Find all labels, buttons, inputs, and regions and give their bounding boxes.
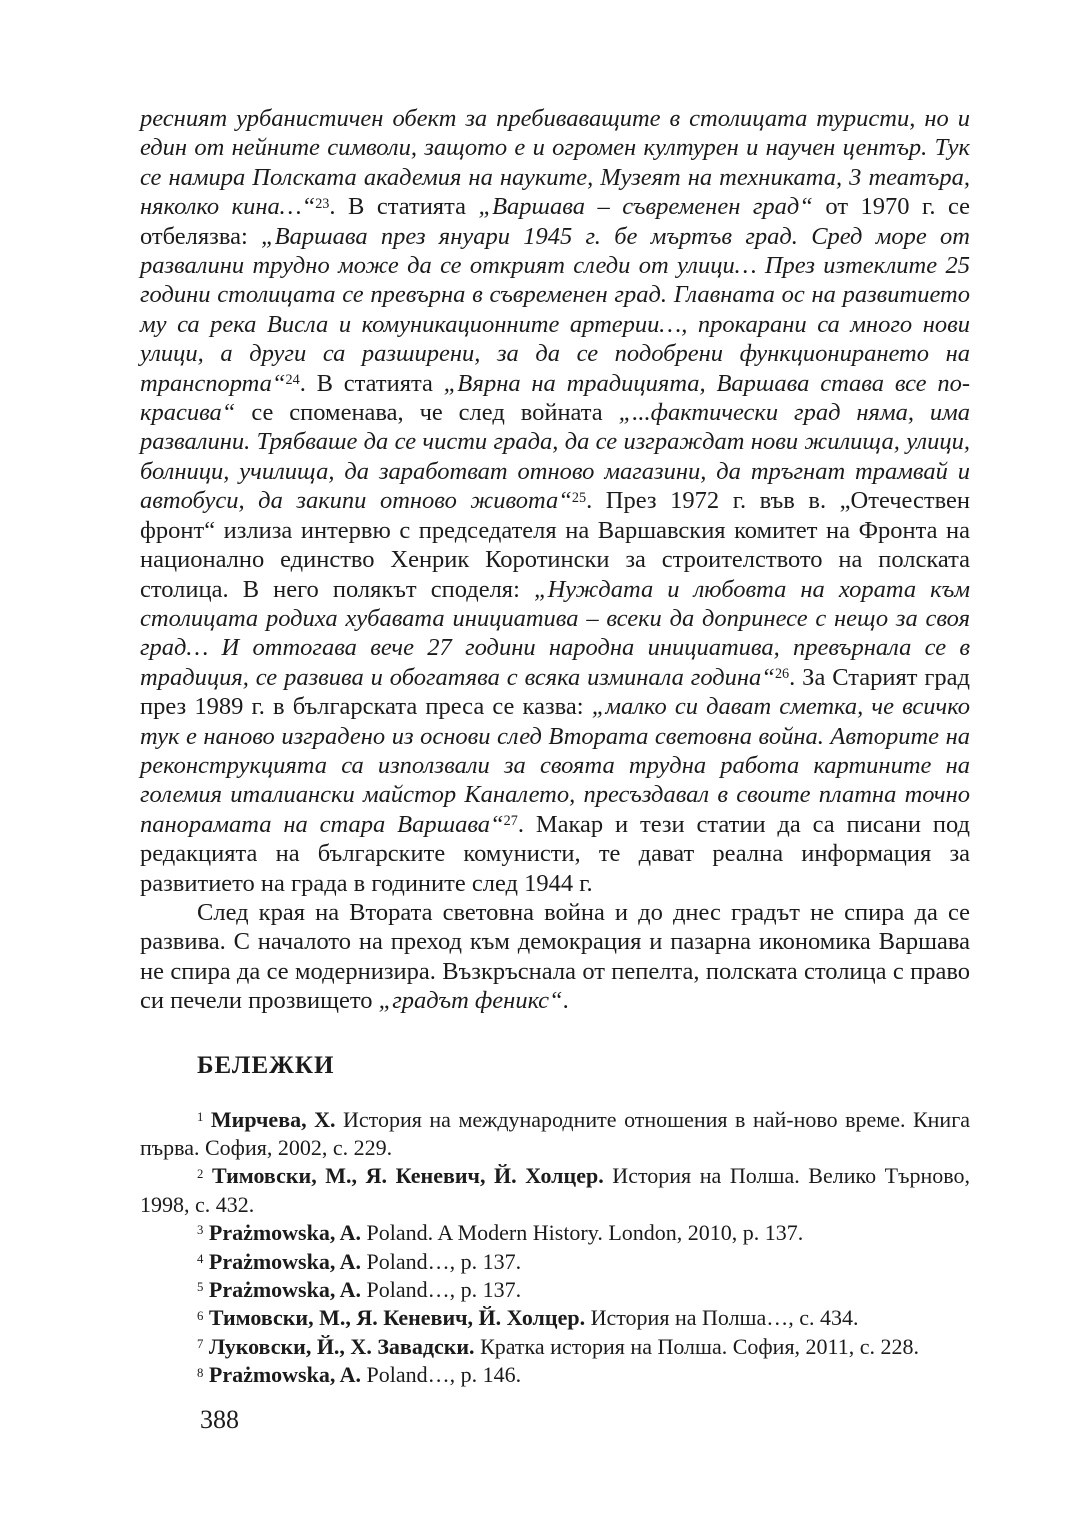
superscript-note-ref: 4 <box>197 1251 204 1266</box>
text-run: История на Полша…, с. 434. <box>585 1305 859 1331</box>
text-run: . През 1972 г. във в. „Отечествен фронт“ излиза интервю с председателя на Варшавския комитет на Фронта на национално единство Хенрик Коротински за строителството на полската столица. В него полякът споделя: <box>140 487 971 603</box>
superscript-note-ref: 8 <box>197 1365 204 1380</box>
paragraph-main <box>140 104 970 898</box>
text-run: ресният урбанистичен обект за пребиваващите в столицата туристи, но и един от нейните символи, защото е и огромен културен и научен център. Тук се намира Полската академия на науките, Музеят на техниката, 3 театъра, няколко кина…“ <box>140 105 970 221</box>
text-run: се споменава, че след войната <box>235 399 619 427</box>
text-run: Prażmowska, A. <box>203 1220 362 1246</box>
text-run: Poland…, p. 137. <box>361 1248 522 1274</box>
text-run: „Варшава – съвременен град“ <box>478 193 813 221</box>
text-run: „Варшава през януари 1945 г. бе мъртъв град. Сред море от развалини трудно може да се открият следи от улици… През изтеклите 25 години столицата се превърна в съвременен град. Главната ос на развитието му са река Висла и комуникационните артерии…, прокарани са много нови улици, а други са разширени, за да се подобрени функционирането на транспорта“ <box>140 222 970 397</box>
text-block <box>140 104 970 1390</box>
text-run: „Нуждата и любовта на хората към столицата родиха хубавата инициатива – всеки да допринесе с нещо за своя град… И оттогава вече 27 години народна инициатива, превърнала се в традиция, се развива и обогатява с всяка изминала година“ <box>140 575 970 691</box>
text-run: Тимовски, М., Я. Кеневич, Й. Холцер. <box>203 1305 586 1331</box>
text-run: . В статията <box>329 193 479 221</box>
text-run: . <box>562 987 569 1015</box>
text-run: Poland…, p. 146. <box>361 1362 522 1388</box>
superscript-note-ref: 6 <box>197 1308 204 1323</box>
superscript-note-ref: 2 <box>197 1166 204 1181</box>
text-run: . За Старият град през 1989 г. в българската преса се казва: <box>140 663 970 721</box>
note-item-4 <box>140 1248 970 1276</box>
text-run: „градът феникс“ <box>378 987 563 1015</box>
superscript-note-ref: 5 <box>197 1280 204 1295</box>
text-run: Poland. A Modern History. London, 2010, p. 137. <box>361 1220 804 1246</box>
superscript-note-ref: 24 <box>285 372 300 389</box>
note-item-5 <box>140 1276 970 1304</box>
superscript-note-ref: 3 <box>197 1223 204 1238</box>
text-run: „...фактически град няма, има развалини. Трябваше да се чисти града, да се изграждат нови жилища, улици, болници, училища, да заработват отново магазини, да тръгнат трамвай и автобуси, да закипи отново живота“ <box>140 399 970 515</box>
superscript-note-ref: 23 <box>315 195 330 212</box>
superscript-note-ref: 26 <box>774 666 790 683</box>
text-run: История на международните отношения в най-ново време. Книга първа. София, 2002, с. 229. <box>140 1106 970 1160</box>
note-item-6 <box>140 1304 970 1332</box>
note-item-8 <box>140 1361 970 1389</box>
text-run: Prażmowska, A. <box>203 1362 362 1388</box>
text-run: Prażmowska, A. <box>203 1248 362 1274</box>
text-run: Poland…, p. 137. <box>361 1277 522 1303</box>
superscript-note-ref: 7 <box>197 1337 204 1352</box>
text-run: История на Полша. Велико Търново, 1998, с. 432. <box>140 1163 970 1217</box>
notes-heading: БЕЛЕЖКИ <box>197 1051 335 1079</box>
notes-list <box>140 1106 970 1390</box>
text-run: Кратка история на Полша. София, 2011, с. 228. <box>474 1333 920 1359</box>
note-item-3 <box>140 1219 970 1247</box>
text-run: След края на Втората световна война и до днес градът не спира да се развива. С началото на преход към демокрация и пазарна икономика Варшава не спира да се модернизира. Възкръснала от пепелта, полската столица с право си печели прозвището <box>140 898 970 1015</box>
paragraph-conclusion <box>140 898 970 1016</box>
page-number: 388 <box>200 1405 239 1434</box>
text-run: Луковски, Й., Х. Завадски. <box>203 1333 475 1359</box>
note-item-1 <box>140 1106 970 1163</box>
note-item-2 <box>140 1162 970 1219</box>
text-run: от 1970 г. се отбелязва: <box>140 193 971 250</box>
superscript-note-ref: 27 <box>503 813 518 830</box>
text-run: Prażmowska, A. <box>203 1277 362 1303</box>
text-run: Мирчева, Х. <box>203 1106 336 1132</box>
superscript-note-ref: 25 <box>571 489 587 506</box>
text-run: Тимовски, М., Я. Кеневич, Й. Холцер. <box>203 1163 604 1189</box>
text-run: . Макар и тези статии да са писани под редакцията на българските комунисти, те дават реална информация за развитието на града в годините след 1944 г. <box>140 810 970 897</box>
text-run: „Вярна на традицията, Варшава става все по-красива“ <box>140 369 970 427</box>
superscript-note-ref: 1 <box>197 1109 204 1124</box>
note-item-7 <box>140 1333 970 1361</box>
text-run: „малко си дават сметка, че всичко тук е наново изградено из основи след Втората световна война. Авторите на реконструкцията са използвали за своята трудна работа картините на големия италиански майстор Каналето, пресъздавал в своите платна точно панорамата на стара Варшава“ <box>140 693 971 838</box>
text-run: . В статията <box>299 369 444 397</box>
